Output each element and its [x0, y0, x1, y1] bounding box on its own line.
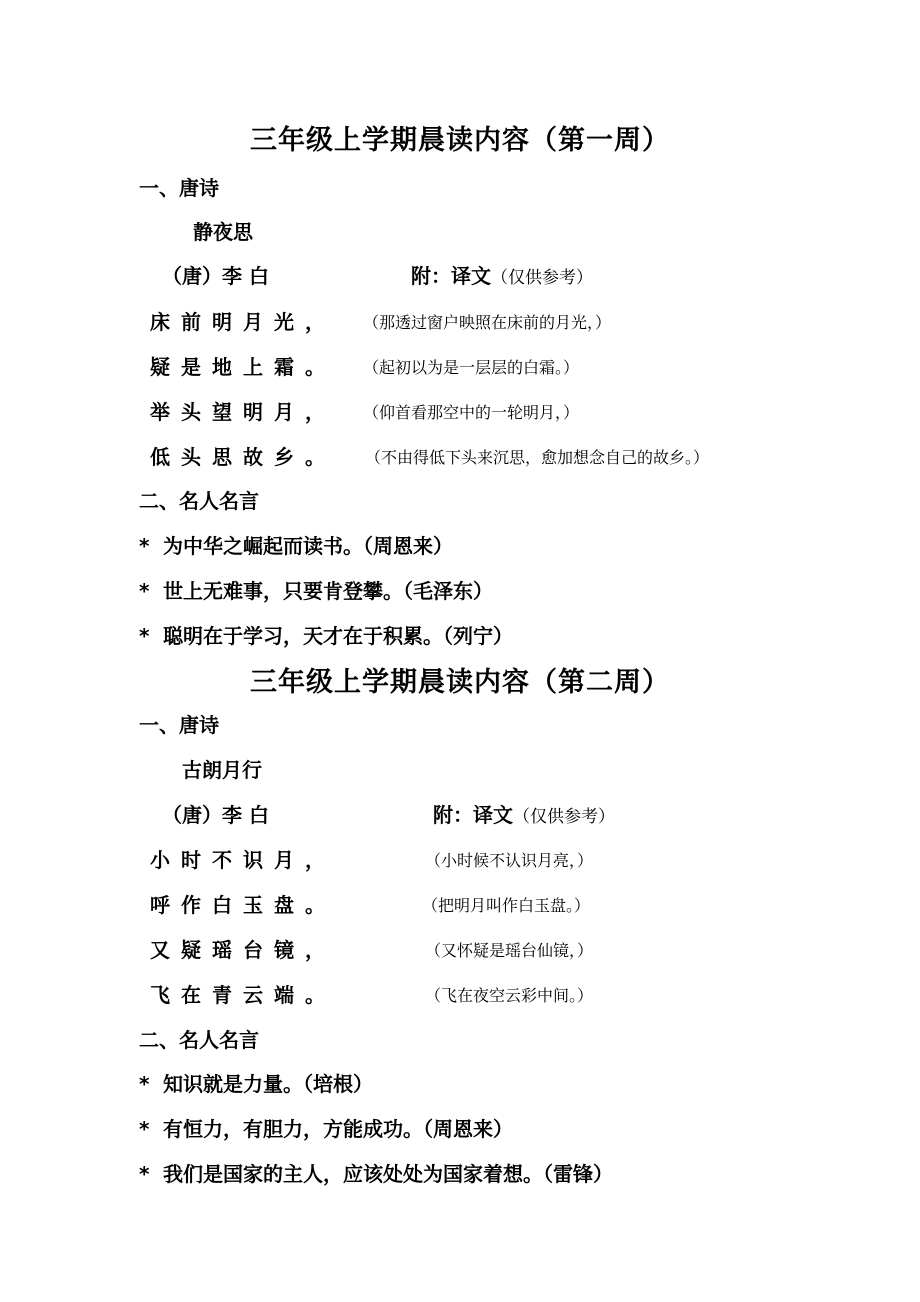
week1-quote-2 — [139, 575, 493, 604]
week2-poem-author: （唐）李 白 — [162, 803, 269, 827]
week1-quote-1 — [139, 530, 453, 559]
week1-poem-author: （唐）李 白 — [162, 264, 269, 288]
week1-verse-2: 疑是地上霜。 — [150, 355, 336, 379]
week1-verse-4: 低头思故乡。 — [150, 445, 336, 469]
appendix-note: （仅供参考） — [491, 268, 593, 288]
week1-appendix — [411, 260, 593, 289]
week1-quotes-heading: 二、名人名言 — [139, 489, 259, 513]
week1-translation-1: （那透过窗户映照在床前的月光，） — [363, 313, 612, 332]
week2-translation-4: （飞在夜空云彩中间。） — [425, 986, 594, 1005]
quote-text: 知识就是力量。（培根） — [163, 1072, 373, 1096]
week2-verse-2: 呼作白玉盘。 — [150, 893, 336, 917]
week1-quote-3 — [139, 620, 513, 649]
quote-text: 我们是国家的主人，应该处处为国家着想。（雷锋） — [163, 1162, 613, 1186]
week1-verse-1: 床前明月光， — [150, 310, 336, 334]
week2-title: 三年级上学期晨读内容（第二周） — [250, 667, 670, 698]
bullet-star: * — [139, 1117, 150, 1141]
quote-text: 有恒力，有胆力，方能成功。（周恩来） — [163, 1117, 513, 1141]
week1-title: 三年级上学期晨读内容（第一周） — [250, 125, 670, 156]
quote-text: 聪明在于学习，天才在于积累。（列宁） — [163, 624, 513, 648]
week2-quote-3 — [139, 1158, 613, 1187]
appendix-label: 附：译文 — [433, 803, 513, 827]
bullet-star: * — [139, 534, 150, 558]
week1-poem-title: 静夜思 — [193, 220, 253, 244]
week1-verse-3: 举头望明月， — [150, 400, 336, 424]
week2-appendix — [433, 799, 615, 828]
week2-translation-3: （又怀疑是瑶台仙镜，） — [425, 941, 594, 960]
week2-quote-2 — [139, 1113, 513, 1142]
appendix-label: 附：译文 — [411, 264, 491, 288]
appendix-note: （仅供参考） — [513, 807, 615, 827]
quote-text: 为中华之崛起而读书。（周恩来） — [163, 534, 453, 558]
week2-quotes-heading: 二、名人名言 — [139, 1028, 259, 1052]
week1-translation-3: （仰首看那空中的一轮明月，） — [363, 403, 580, 422]
week2-verse-4: 飞在青云端。 — [150, 983, 336, 1007]
bullet-star: * — [139, 624, 150, 648]
week2-poem-heading: 一、唐诗 — [139, 713, 219, 737]
week2-translation-1: （小时候不认识月亮，） — [425, 851, 594, 870]
bullet-star: * — [139, 1072, 150, 1096]
quote-text: 世上无难事，只要肯登攀。（毛泽东） — [163, 579, 493, 603]
week2-verse-1: 小时不识月， — [150, 848, 336, 872]
bullet-star: * — [139, 579, 150, 603]
week2-translation-2: （把明月叫作白玉盘。） — [422, 896, 591, 915]
week2-poem-title: 古朗月行 — [182, 758, 262, 782]
week1-translation-4: （不由得低下头来沉思，愈加想念自己的故乡。） — [365, 448, 710, 467]
week1-translation-2: （起初以为是一层层的白霜。） — [363, 358, 580, 377]
week2-verse-3: 又疑瑶台镜， — [150, 938, 336, 962]
week1-poem-heading: 一、唐诗 — [139, 176, 219, 200]
week2-quote-1 — [139, 1068, 373, 1097]
bullet-star: * — [139, 1162, 150, 1186]
